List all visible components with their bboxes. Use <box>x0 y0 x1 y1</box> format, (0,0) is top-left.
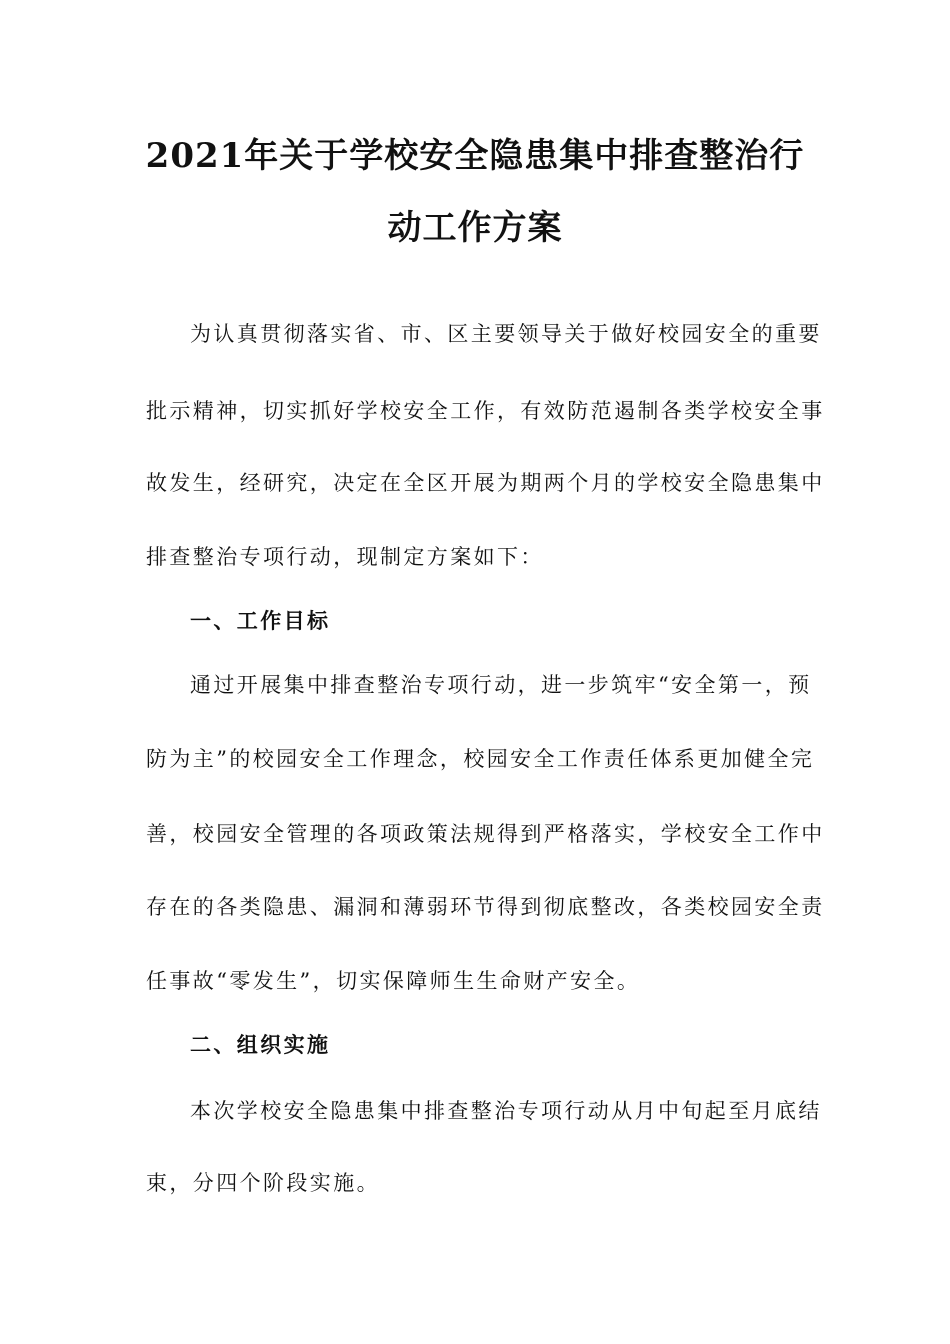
paragraph-1-line-3: 故发生，经研究，决定在全区开展为期两个月的学校安全隐患集中 <box>146 471 825 495</box>
paragraph-1-line-2: 批示精神，切实抓好学校安全工作，有效防范遏制各类学校安全事 <box>146 399 825 423</box>
paragraph-2-line-2: 防为主”的校园安全工作理念，校园安全工作责任体系更加健全完 <box>146 747 815 771</box>
section-heading-1: 一、工作目标 <box>190 608 331 633</box>
paragraph-2-line-4: 存在的各类隐患、漏洞和薄弱环节得到彻底整改，各类校园安全责 <box>146 895 825 919</box>
paragraph-3-line-1: 本次学校安全隐患集中排查整治专项行动从月中旬起至月底结 <box>190 1099 822 1123</box>
paragraph-2-line-1: 通过开展集中排查整治专项行动，进一步筑牢“安全第一，预 <box>190 673 812 697</box>
paragraph-2-line-5: 任事故“零发生”，切实保障师生生命财产安全。 <box>146 969 641 993</box>
paragraph-1-line-1: 为认真贯彻落实省、市、区主要领导关于做好校园安全的重要 <box>190 322 822 346</box>
paragraph-1-line-4: 排查整治专项行动，现制定方案如下： <box>146 545 544 569</box>
document-title-line-1: 2021年关于学校安全隐患集中排查整治行 <box>145 136 805 176</box>
paragraph-2-line-3: 善，校园安全管理的各项政策法规得到严格落实，学校安全工作中 <box>146 822 825 846</box>
section-heading-2: 二、组织实施 <box>190 1032 331 1057</box>
document-title-line-2: 动工作方案 <box>387 208 563 248</box>
paragraph-3-line-2: 束，分四个阶段实施。 <box>146 1171 380 1195</box>
